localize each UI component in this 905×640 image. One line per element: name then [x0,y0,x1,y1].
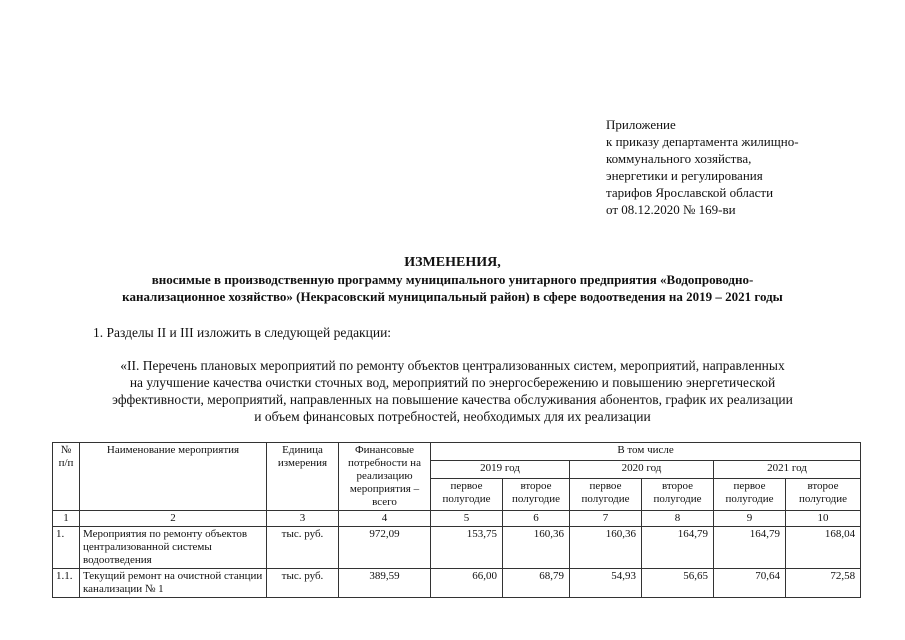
row-unit: тыс. руб. [267,527,339,569]
row-num: 1. [53,527,80,569]
row-total: 972,09 [339,527,431,569]
header-first-half: первое полугодие [714,478,786,510]
section-line: эффективности, мероприятий, направленных на повышение качества обслуживания абонентов, график их реализации [112,392,793,407]
row-value: 164,79 [642,527,714,569]
column-number: 7 [570,511,642,527]
appendix-line: тарифов Ярославской области [606,185,774,200]
header-name: Наименование мероприятия [80,443,267,511]
column-number: 3 [267,511,339,527]
column-number: 1 [53,511,80,527]
section-title [40,357,865,425]
section-line: на улучшение качества очистки сточных вод, мероприятий по энергосбережению и повышению энергетической [129,375,776,390]
row-value: 153,75 [431,527,503,569]
column-number: 4 [339,511,431,527]
measures-table [52,442,861,598]
header-year-2021: 2021 год [714,460,861,478]
row-total: 389,59 [339,569,431,598]
header-unit: Единица измерения [267,443,339,511]
row-value: 160,36 [503,527,570,569]
column-number: 8 [642,511,714,527]
paragraph-1: 1. Разделы II и III изложить в следующей редакции: [93,325,392,340]
heading-line: вносимые в производственную программу муниципального унитарного предприятия «Водопроводно- [151,272,754,287]
section-line: «II. Перечень плановых мероприятий по ремонту объектов централизованных систем, мероприятий, направленных [120,358,785,373]
appendix-line: коммунального хозяйства, [606,151,752,166]
section-line: и объем финансовых потребностей, необходимых для их реализации [254,409,651,424]
row-value: 70,64 [714,569,786,598]
row-name: Мероприятия по ремонту объектов централизованной системы водоотведения [80,527,267,569]
row-value: 160,36 [570,527,642,569]
document-heading [40,254,865,305]
header-year-2020: 2020 год [570,460,714,478]
column-number: 9 [714,511,786,527]
appendix-line: к приказу департамента жилищно- [606,134,799,149]
document-title: ИЗМЕНЕНИЯ, [404,255,501,270]
row-value: 66,00 [431,569,503,598]
row-value: 68,79 [503,569,570,598]
header-second-half: второе полугодие [786,478,861,510]
row-name: Текущий ремонт на очистной станции канализации № 1 [80,569,267,598]
row-value: 54,93 [570,569,642,598]
header-second-half: второе полугодие [642,478,714,510]
column-number-row [53,511,861,527]
column-number: 5 [431,511,503,527]
header-including: В том числе [431,443,861,461]
row-num: 1.1. [53,569,80,598]
appendix-block [606,116,886,218]
header-year-2019: 2019 год [431,460,570,478]
column-number: 6 [503,511,570,527]
appendix-line: от 08.12.2020 № 169-ви [606,202,736,217]
row-value: 168,04 [786,527,861,569]
row-value: 164,79 [714,527,786,569]
header-first-half: первое полугодие [431,478,503,510]
appendix-line: Приложение [606,117,676,132]
header-finance: Финансовые потребности на реализацию мероприятия – всего [339,443,431,511]
table-row [53,569,861,598]
header-second-half: второе полугодие [503,478,570,510]
column-number: 10 [786,511,861,527]
column-number: 2 [80,511,267,527]
row-value: 56,65 [642,569,714,598]
appendix-line: энергетики и регулирования [606,168,763,183]
header-first-half: первое полугодие [570,478,642,510]
row-unit: тыс. руб. [267,569,339,598]
table-row [53,527,861,569]
heading-line: канализационное хозяйство» (Некрасовский муниципальный район) в сфере водоотведения на 2019 – 2021 годы [122,289,783,304]
row-value: 72,58 [786,569,861,598]
header-num: № п/п [53,443,80,511]
